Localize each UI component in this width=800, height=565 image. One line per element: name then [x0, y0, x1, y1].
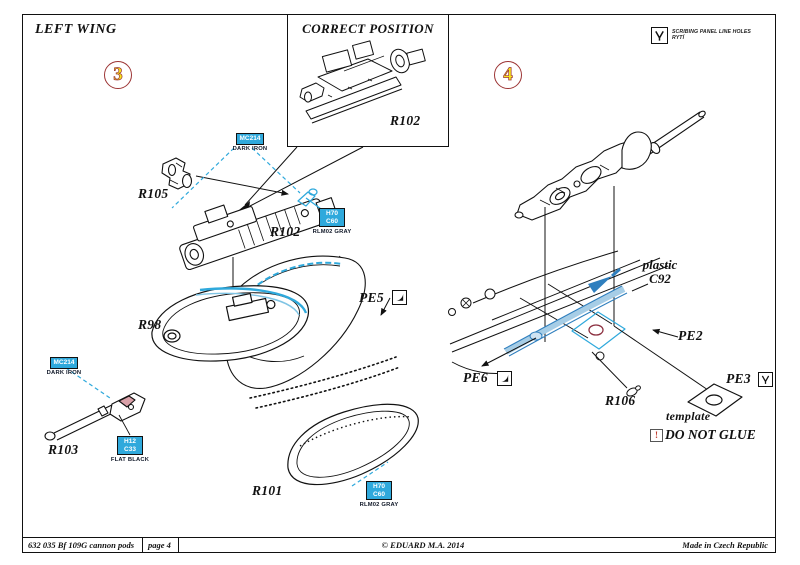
- scribe-icon: [651, 27, 668, 44]
- drawing-r103-cannon: [45, 393, 145, 440]
- part-label-pe6: PE6: [463, 370, 488, 385]
- inset-leader-lines: [239, 147, 363, 210]
- inset-drawing-r102: [288, 15, 448, 146]
- page-title: LEFT WING: [35, 22, 117, 37]
- part-label-r103: R103: [48, 442, 79, 457]
- paint-code: C60: [326, 217, 338, 225]
- paint-name: RLM02 GRAY: [312, 228, 352, 235]
- paint-code-box: [117, 436, 143, 455]
- pe3-scribe-icon: [758, 372, 773, 387]
- warning-icon: !: [650, 429, 663, 442]
- footer-page-number: page 4: [143, 538, 179, 552]
- paint-code: H70: [326, 210, 338, 217]
- paint-code-box: [50, 357, 79, 369]
- paint-code-box: [366, 481, 392, 500]
- do-not-glue-note: [650, 427, 756, 443]
- part-label-pe3: PE3: [726, 371, 751, 386]
- drawing-r101-cover: [288, 404, 418, 484]
- scribe-note: [672, 29, 772, 41]
- paint-code-box: [319, 208, 345, 227]
- drawing-step4-gun: [515, 110, 706, 220]
- arrow-r105-to-assembly: [196, 176, 288, 194]
- plastic-code: C92: [649, 271, 671, 286]
- paint-code-box: [236, 133, 265, 145]
- template-label: template: [666, 409, 711, 423]
- inset-part-label-r102: R102: [390, 113, 421, 128]
- plastic-note: [628, 258, 692, 286]
- step-3-badge: 3: [104, 61, 132, 89]
- step-4-badge: 4: [494, 61, 522, 89]
- footer-kit-number: 632 035 Bf 109G cannon pods: [23, 538, 143, 552]
- part-label-r106: R106: [605, 393, 636, 408]
- paint-code: MC214: [53, 359, 75, 366]
- paint-name: DARK IRON: [232, 146, 268, 152]
- drawing-r105-part: [162, 158, 192, 189]
- scribe-note-line2: RYTÍ: [672, 35, 685, 41]
- paint-code: C33: [124, 445, 136, 453]
- part-label-pe2: PE2: [678, 328, 703, 343]
- part-label-r101: R101: [252, 483, 283, 498]
- footer-made-in: Made in Czech Republic: [682, 540, 768, 550]
- paint-name: DARK IRON: [46, 370, 82, 376]
- paint-code: H12: [124, 438, 136, 445]
- plastic-word: plastic: [642, 257, 678, 272]
- do-not-glue-text: DO NOT GLUE: [665, 427, 756, 442]
- paint-code: C60: [373, 490, 385, 498]
- inset-title: CORRECT POSITION: [302, 21, 434, 36]
- scribe-note-line1: SCRIBING PANEL LINE HOLES: [672, 29, 751, 35]
- paint-name: FLAT BLACK: [110, 456, 150, 463]
- paint-callout-flat-black: [102, 436, 158, 463]
- part-label-r98: R98: [138, 317, 162, 332]
- part-label-r102: R102: [270, 224, 301, 239]
- paint-code: H70: [373, 483, 385, 490]
- footer-bar: [22, 537, 776, 553]
- pe5-bend-icon: [392, 290, 407, 305]
- paint-callout-dark-iron-left: [36, 351, 92, 376]
- paint-callout-dark-iron-top: [222, 127, 278, 152]
- footer-copyright: © EDUARD M.A. 2014: [381, 540, 465, 550]
- paint-callout-rlm02-bottom: [351, 481, 407, 508]
- correct-position-inset: [287, 14, 449, 147]
- scribe-icon-glyph: [653, 29, 666, 42]
- part-label-pe5: PE5: [359, 290, 384, 305]
- part-label-r105: R105: [138, 186, 169, 201]
- paint-code: MC214: [239, 135, 261, 142]
- paint-name: RLM02 GRAY: [359, 501, 399, 508]
- pe6-bend-icon: [497, 371, 512, 386]
- paint-callout-rlm02-mid: [304, 208, 360, 235]
